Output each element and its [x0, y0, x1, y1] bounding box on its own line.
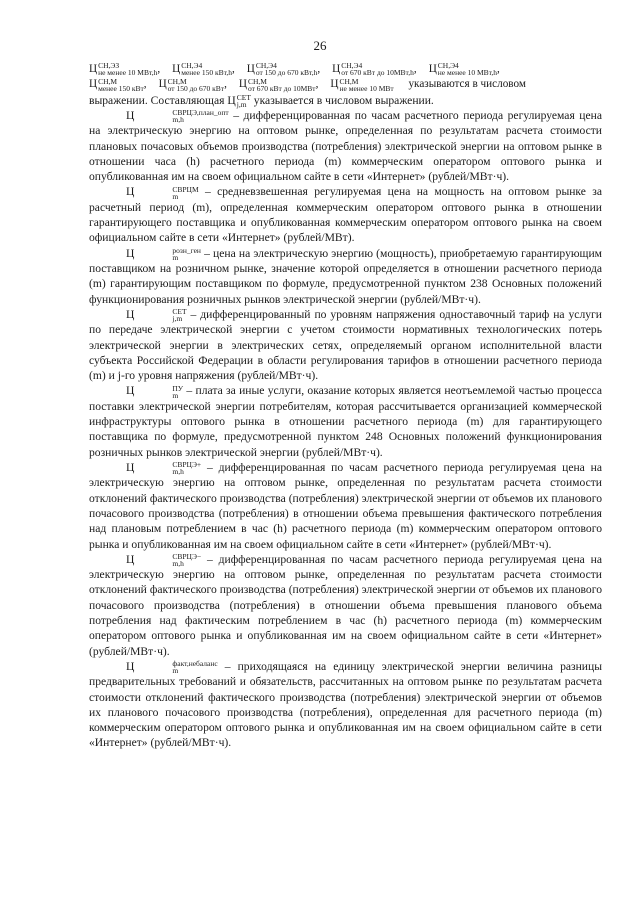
definition-text: – приходящаяся на единицу электрической энергии величина разницы предварительных требований и обязательств, рассчитанных на оптовом рынке по результатам расчета стоимости отклонений фактического производства (потребления) электрической энергии от объемов их планового почасового производства (потребления), определенная для расчетного периода (m) коммерческим оператором оптового рынка и опубликованная им на своем официальном сайте в сети «Интернет» (рублей/МВт·ч). — [89, 659, 602, 750]
price-symbol — [158, 77, 225, 93]
symbol-list-line-2 — [89, 77, 602, 92]
symbol-base: Ц — [330, 78, 339, 91]
definition-svrcm — [89, 184, 602, 245]
symbol-base: Ц — [172, 63, 181, 75]
symbol-superscript: СВРЦЭ− — [172, 552, 202, 562]
separator: , — [157, 63, 161, 75]
symbol-superscript: СВРЦМ — [172, 184, 199, 194]
separator: , — [315, 78, 319, 91]
symbol-superscript: СВРЦЭ,план_опт — [172, 108, 229, 118]
symbol-indices — [98, 78, 144, 92]
symbol-indices — [135, 660, 217, 674]
symbol-base: Ц — [238, 78, 247, 91]
symbol-subscript: m,h — [172, 559, 184, 569]
symbol-subscript: от 670 кВт до 10МВт,h — [341, 68, 414, 78]
price-symbol — [246, 62, 321, 78]
price-symbol — [126, 184, 199, 201]
symbol-base: Ц — [126, 659, 135, 673]
composition-note — [89, 93, 602, 108]
symbol-base: Ц — [126, 307, 135, 321]
symbol-subscript: m — [172, 191, 179, 201]
price-symbol — [126, 383, 184, 400]
symbol-subscript: m — [172, 666, 179, 676]
symbol-base: Ц — [126, 246, 135, 260]
definition-pu — [89, 383, 602, 460]
symbol-superscript: СН,Э4 — [437, 62, 459, 71]
price-symbol — [126, 307, 187, 324]
symbol-subscript: от 670 кВт до 10МВт — [247, 83, 316, 93]
price-symbol — [126, 552, 202, 569]
separator: , — [317, 63, 321, 75]
price-symbol — [238, 77, 316, 93]
symbol-superscript: СН,М — [98, 77, 118, 86]
price-symbol — [126, 659, 218, 676]
symbol-base: Ц — [126, 108, 135, 122]
set-symbol — [227, 94, 251, 107]
price-symbol — [227, 94, 251, 107]
symbol-indices — [168, 78, 224, 92]
symbol-subscript: m,h — [172, 467, 184, 477]
symbol-superscript: СН,Э4 — [181, 62, 203, 71]
symbol-subscript: m — [172, 390, 179, 400]
symbol-indices — [135, 385, 183, 399]
symbol-subscript: j,m — [236, 99, 247, 109]
symbol-indices — [135, 308, 186, 322]
composition-note-suffix: указывается в числовом выражении. — [250, 93, 434, 107]
symbol-superscript: СН,ЭЗ — [98, 62, 120, 71]
symbol-base: Ц — [126, 185, 135, 199]
symbol-indices — [135, 247, 201, 261]
definition-svrcz-plan — [89, 108, 602, 185]
separator: , — [497, 63, 500, 75]
definition-rozn-gen — [89, 246, 602, 307]
definition-text: – дифференцированная по часам расчетного периода регулируемая цена на электрическую энергию на оптовом рынке, определенная по результатам расчета стоимости отклонений фактического производства (потребления) электрической энергии от объемов их планового почасового производства (потребления) в отношении объема превышения фактического потребления над плановым потреблением в час (h) расчетного периода (m) коммерческим оператором оптового рынка и опубликованная им на своем официальном сайте в сети «Интернет» (рублей/МВт·ч). — [89, 461, 602, 551]
price-symbol — [126, 460, 202, 477]
symbol-subscript: от 150 до 670 кВт,h — [255, 68, 318, 78]
symbol-base: Ц — [332, 63, 341, 75]
price-symbol — [89, 62, 158, 78]
definition-set — [89, 307, 602, 384]
definition-text: – плата за иные услуги, оказание которых является неотъемлемой частью процесса поставки электрической энергии потребителям, которая рассчитывается организацией коммерческой инфраструктуры оптового рынка в отношении расчетного периода (m) для гарантирующего поставщика по формуле, предусмотренной пунктом 248 Основных положений функционирования розничных рынков электрической энергии (рублей/МВт·ч). — [89, 384, 602, 459]
price-symbol — [172, 62, 232, 78]
symbol-base: Ц — [428, 63, 437, 75]
symbol-base: Ц — [126, 461, 135, 474]
symbol-superscript: СВРЦЭ+ — [172, 460, 202, 470]
symbol-superscript: ПУ — [172, 383, 184, 393]
price-symbol — [126, 246, 201, 263]
price-symbol — [126, 108, 229, 125]
symbol-list-text: указываются в числовом — [405, 78, 526, 91]
symbol-indices — [135, 461, 201, 475]
symbol-indices — [135, 553, 201, 567]
symbol-indices — [438, 62, 497, 76]
definition-text: – дифференцированный по уровням напряжения одноставочный тариф на услуги по передаче электрической энергии с учетом стоимости нормативных технологических потерь электрической энергии в электрических сетях, определяемый органом исполнительной власти субъекта Российской Федерации в области регулирования тарифов в отношении расчетного периода (m) и j-го уровня напряжения (рублей/МВт·ч). — [89, 307, 602, 383]
separator: , — [413, 63, 417, 75]
price-symbol — [332, 62, 414, 78]
symbol-indices — [341, 62, 414, 76]
symbol-superscript: СН,М — [247, 77, 267, 86]
document-body — [89, 62, 602, 751]
symbol-superscript: СН,Э4 — [255, 62, 277, 71]
definition-text: – средневзвешенная регулируемая цена на мощность на оптовом рынке за расчетный период (m), определенная коммерческим оператором оптового рынка в отношении гарантирующего поставщика и опубликованная коммерческим оператором оптового рынка на своем официальном сайте в сети «Интернет» (рублей/МВт). — [89, 185, 602, 245]
symbol-base: Ц — [246, 63, 255, 75]
symbol-subscript: не менее 10 МВт,h — [98, 68, 158, 78]
symbol-base: Ц — [158, 78, 167, 91]
price-symbol — [428, 62, 498, 78]
symbol-indices — [237, 94, 251, 108]
symbol-subscript: менее 150 кВт — [98, 83, 144, 93]
symbol-superscript: розн_ген — [172, 246, 201, 256]
symbol-subscript: менее 150 кВт,h — [181, 68, 232, 78]
definitions-list — [89, 108, 602, 751]
composition-note-prefix: выражении. Составляющая — [89, 93, 228, 107]
symbol-subscript: не менее 10 МВт — [339, 83, 394, 93]
symbol-subscript: от 150 до 670 кВт — [167, 83, 225, 93]
symbol-superscript: СН,М — [339, 77, 359, 86]
symbol-subscript: m,h — [172, 115, 184, 125]
symbol-superscript: СН,М — [167, 77, 187, 86]
symbol-base: Ц — [126, 384, 135, 398]
definition-fakt-nebalans — [89, 659, 602, 751]
price-symbol — [89, 77, 144, 93]
symbol-superscript: СН,Э4 — [341, 62, 363, 71]
separator: , — [143, 78, 147, 91]
symbol-indices — [135, 186, 198, 200]
symbol-base: Ц — [89, 63, 98, 75]
symbol-indices — [248, 78, 316, 92]
symbol-base: Ц — [227, 93, 236, 107]
definition-svrcz-plus — [89, 460, 602, 552]
symbol-indices — [181, 62, 232, 76]
symbol-superscript: СЕТ — [172, 307, 187, 317]
definition-text: – цена на электрическую энергию (мощность), приобретаемую гарантирующим поставщиком на розничном рынке, значение которой определяется в отношении расчетного периода (m) гарантирующим поставщиком по формуле, предусмотренной пунктом 238 Основных положений функционирования розничных рынков электрической энергии (рублей/МВт·ч). — [89, 246, 602, 306]
page-number: 26 — [313, 38, 327, 53]
definition-text: – дифференцированная по часам расчетного периода регулируемая цена на электрическую энергию на оптовом рынке, определенная по результатам расчета стоимости плановых почасовых объемов производства (потребления) электрической энергии на оптовом рынке в отношении часа (h) расчетного периода (m) коммерческим оператором оптового рынка и опубликованная им на своем официальном сайте в сети «Интернет» (рублей/МВт·ч). — [89, 108, 602, 184]
separator: , — [224, 78, 227, 91]
symbol-subscript: не менее 10 МВт,h — [437, 68, 498, 78]
symbol-subscript: m — [172, 253, 179, 263]
symbol-indices — [98, 62, 157, 76]
symbol-subscript: j,m — [172, 314, 183, 324]
symbol-superscript: СЕТ — [236, 92, 251, 102]
symbol-base: Ц — [126, 552, 135, 566]
symbol-indices — [135, 109, 228, 123]
definition-svrcz-minus — [89, 552, 602, 659]
separator: , — [231, 63, 235, 75]
symbol-indices — [256, 62, 317, 76]
symbol-list-line-1 — [89, 62, 602, 77]
symbol-base: Ц — [89, 78, 98, 91]
symbol-indices — [339, 78, 393, 92]
price-symbol — [330, 77, 394, 93]
symbol-superscript: факт,небаланс — [172, 659, 218, 669]
definition-text: – дифференцированная по часам расчетного периода регулируемая цена на электрическую энергию на оптовом рынке, определенная по результатам расчета стоимости отклонений фактического производства (потребления) электрической энергии от объемов их планового почасового производства (потребления) в отношении объема превышения планового объема потребления над фактическим потреблением в час (h) расчетного периода (m) коммерческим оператором оптового рынка и опубликованная им на своем официальном сайте в сети «Интернет» (рублей/МВт·ч). — [89, 552, 602, 658]
